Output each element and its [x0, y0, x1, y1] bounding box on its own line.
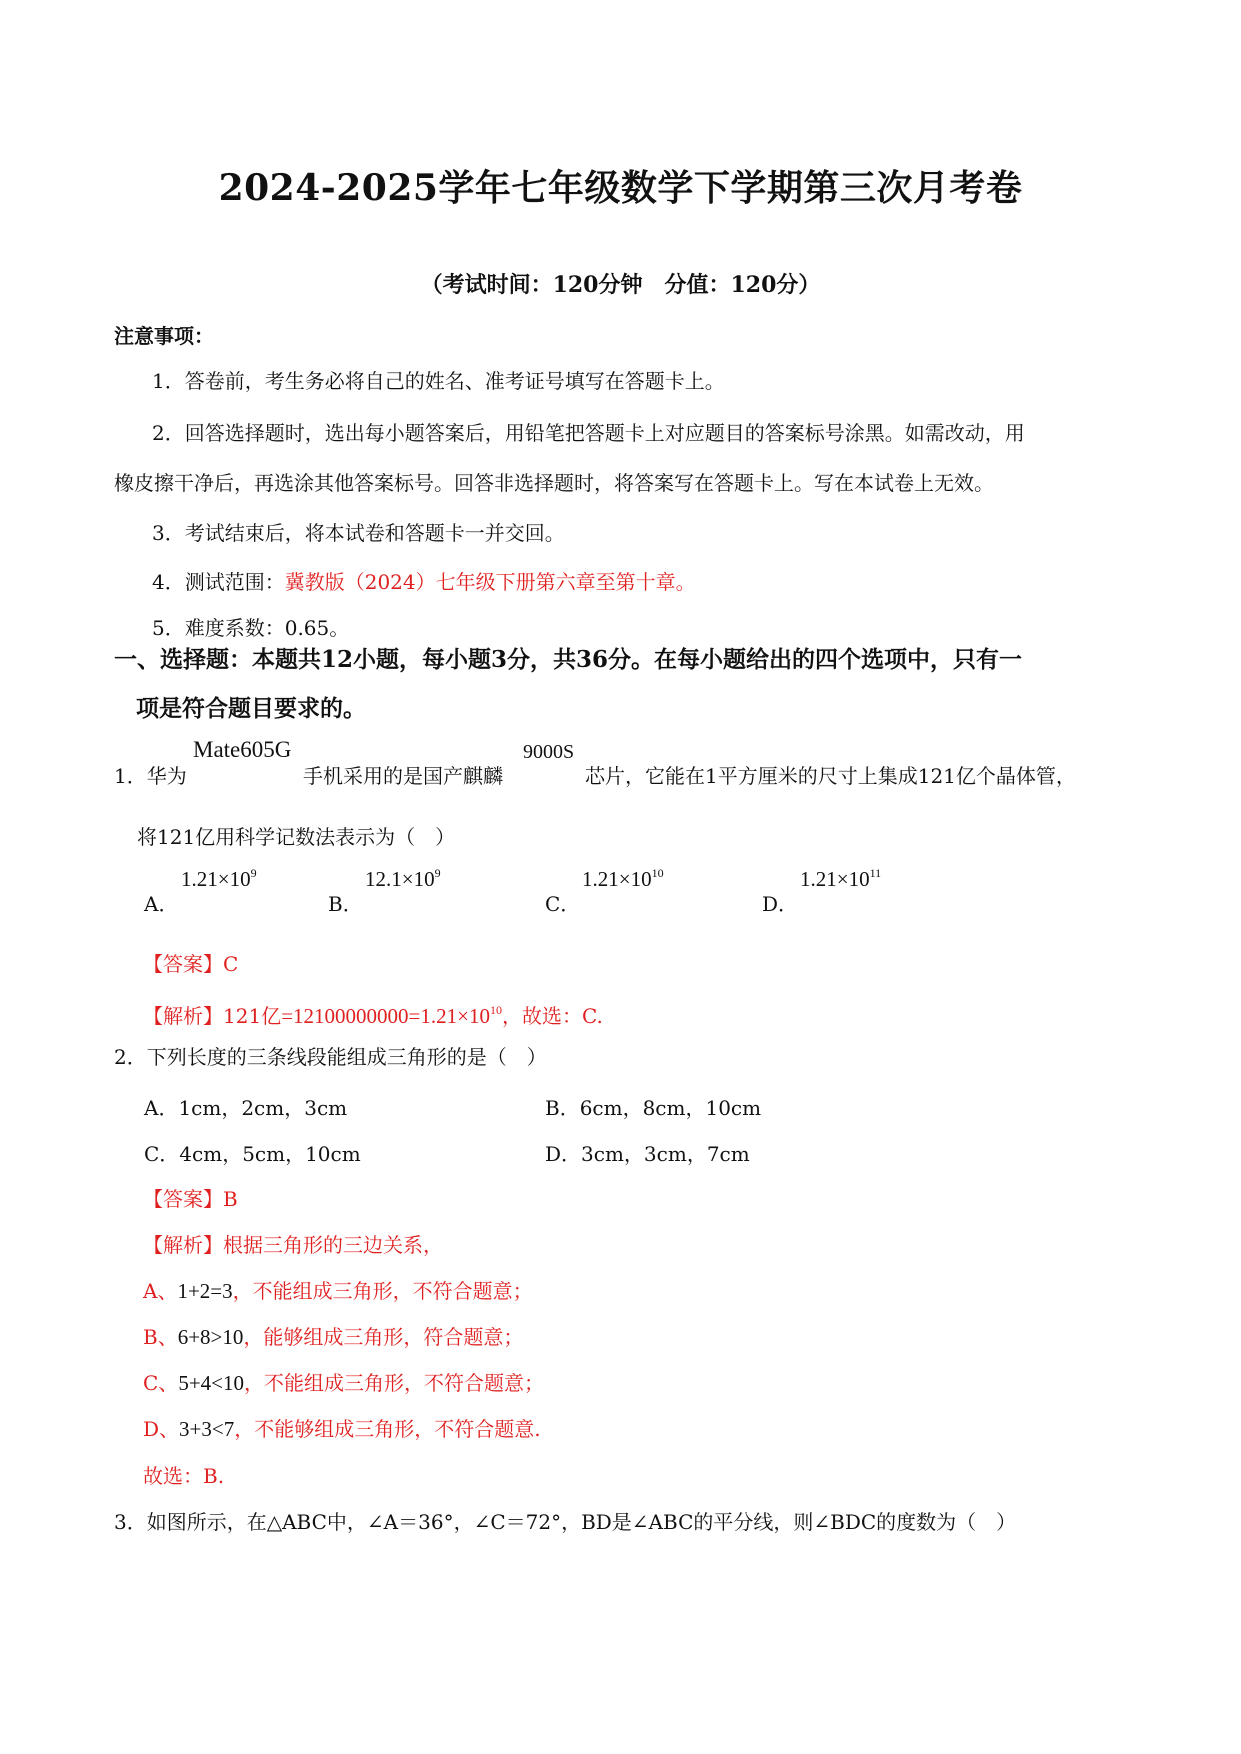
q1-part-c: 芯片，它能在1平方厘米的尺寸上集成121亿个晶体管， [585, 764, 1076, 788]
page-title: 2024-2025学年七年级数学下学期第三次月考卷 [218, 167, 1023, 209]
q2-analysis: 【解析】根据三角形的三边关系， [143, 1233, 443, 1257]
section-1-heading-cont: 项是符合题目要求的。 [136, 695, 366, 722]
q1-analysis-math: $=12100000000=1.21\times 10^{10}$ [281, 1003, 502, 1028]
q1-option-b-label: B． [328, 892, 363, 916]
q1-part-a: 1．华为 [114, 764, 187, 788]
notice-item-5: 5．难度系数：0.65。 [152, 616, 350, 640]
notice-heading: 注意事项： [114, 324, 214, 348]
q2-stem: 2．下列长度的三条线段能组成三角形的是（ ） [114, 1045, 547, 1069]
section-1-heading: 一、选择题：本题共12小题，每小题3分，共36分。在每小题给出的四个选项中，只有一 [114, 646, 1023, 673]
q2-analysis-c: C、5+4<10，不能组成三角形，不符合题意； [143, 1371, 544, 1395]
exam-info: （考试时间：120分钟 分值：120分） [420, 272, 821, 298]
q2-analysis-d: D、3+3<7，不能够组成三角形，不符合题意. [143, 1417, 541, 1441]
q1-analysis: 【解析】121亿$=12100000000=1.21\times 10^{10}$，故选：C. [143, 1003, 603, 1028]
q3-stem: 3．如图所示，在△ABC中，∠A＝36°，∠C＝72°，BD是∠ABC的平分线，则∠BDC的度数为（ ） [114, 1510, 1017, 1534]
q2-option-a: A．1cm，2cm，3cm [144, 1096, 348, 1120]
q1-option-a-value: $1.21\times 10^9$ [181, 866, 257, 891]
notice-item-2-cont: 橡皮擦干净后，再选涂其他答案标号。回答非选择题时，将答案写在答题卡上。写在本试卷上无效。 [114, 471, 994, 495]
notice-item-4-range: 冀教版（2024）七年级下册第六章至第十章。 [284, 570, 696, 594]
q1-option-d-value: $1.21\times 10^{11}$ [800, 866, 882, 891]
q1-phone-model: Mate605G [193, 737, 292, 762]
q1-part-b: 手机采用的是国产麒麟 [303, 764, 503, 788]
q1-chip-model: 9000S [523, 741, 575, 763]
q1-stem-cont: 将121亿用科学记数法表示为（ ） [137, 825, 456, 849]
q2-analysis-a: A、1+2=3，不能组成三角形，不符合题意； [143, 1279, 533, 1303]
notice-item-4-label: 4．测试范围： [152, 570, 285, 594]
q1-answer: 【答案】C [143, 952, 239, 976]
notice-item-3: 3．考试结束后，将本试卷和答题卡一并交回。 [152, 521, 565, 545]
q2-option-d: D．3cm，3cm，7cm [545, 1142, 750, 1166]
q2-option-c: C．4cm，5cm，10cm [144, 1142, 361, 1166]
q1-option-d-label: D． [762, 892, 799, 916]
q2-answer: 【答案】B [143, 1187, 238, 1211]
notice-item-4 [152, 568, 696, 596]
q2-option-b: B．6cm，8cm，10cm [545, 1096, 762, 1120]
q2-conclusion: 故选：B. [143, 1464, 225, 1488]
q2-analysis-b: B、6+8>10，能够组成三角形，符合题意； [143, 1325, 524, 1349]
q1-option-b-value: $12.1\times 10^9$ [365, 866, 441, 891]
notice-item-1: 1．答卷前，考生务必将自己的姓名、准考证号填写在答题卡上。 [152, 369, 725, 393]
q1-option-c-label: C． [545, 892, 581, 916]
q1-option-a-label: A． [144, 892, 179, 916]
q1-option-c-value: $1.21\times 10^{10}$ [582, 866, 664, 891]
notice-item-2: 2．回答选择题时，选出每小题答案后，用铅笔把答题卡上对应题目的答案标号涂黑。如需改动，用 [152, 421, 1025, 445]
